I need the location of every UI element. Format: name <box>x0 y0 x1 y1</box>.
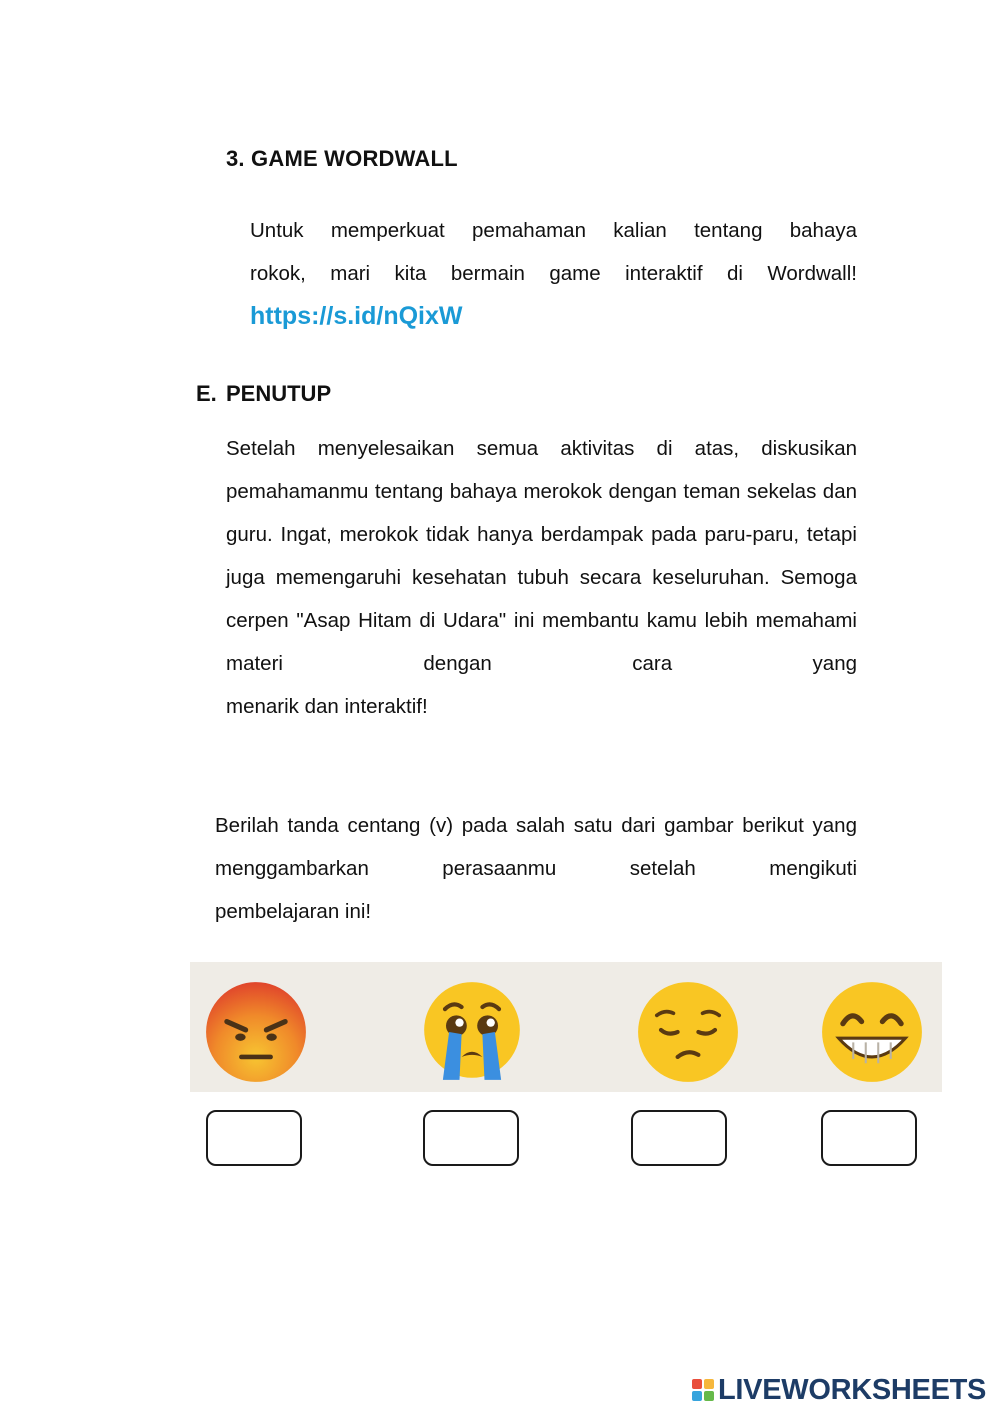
section-e-title: PENUTUP <box>226 381 332 406</box>
liveworksheets-logo-icon <box>692 1379 714 1401</box>
paragraph-line: sekelas dan guru. Ingat, merokok tidak hanya berdampak pada <box>226 480 857 546</box>
instruction-line: pembelajaran ini! <box>215 900 372 923</box>
paragraph-line: menarik dan interaktif! <box>226 695 428 718</box>
instruction-line: Berilah tanda centang (v) pada salah satu dari gambar berikut <box>215 814 804 837</box>
feedback-instruction <box>215 804 857 933</box>
answer-box-grinning[interactable] <box>821 1110 917 1166</box>
paragraph-line: Setelah menyelesaikan semua aktivitas di atas, diskusikan <box>226 437 857 460</box>
pensive-face-icon <box>636 980 740 1084</box>
wordwall-link[interactable]: https://s.id/nQixW <box>250 302 463 330</box>
answer-box-crying[interactable] <box>423 1110 519 1166</box>
instruction-line: yang menggambarkan perasaanmu setelah mengikuti <box>215 814 857 880</box>
paragraph-line: Untuk memperkuat pemahaman kalian tentang bahaya <box>250 219 857 242</box>
penutup-paragraph <box>226 427 857 728</box>
answer-box-pensive[interactable] <box>631 1110 727 1166</box>
section-3-paragraph <box>250 209 857 295</box>
liveworksheets-footer <box>692 1372 986 1408</box>
paragraph-line: membantu kamu lebih memahami materi dengan cara yang <box>226 609 857 675</box>
answer-box-angry[interactable] <box>206 1110 302 1166</box>
paragraph-line: pemahamanmu tentang bahaya merokok dengan teman <box>226 480 741 503</box>
angry-face-icon <box>204 980 308 1084</box>
emoji-strip <box>190 962 942 1092</box>
crying-face-icon <box>420 980 524 1084</box>
liveworksheets-brand: LIVEWORKSHEETS <box>718 1373 987 1406</box>
grinning-face-icon <box>820 980 924 1084</box>
section-e-letter: E. <box>196 381 217 406</box>
paragraph-line: keseluruhan. Semoga cerpen "Asap Hitam di Udara" ini <box>226 566 857 632</box>
paragraph-line: paru-paru, tetapi juga memengaruhi kesehatan tubuh secara <box>226 523 857 589</box>
paragraph-line: rokok, mari kita bermain game interaktif di Wordwall! <box>250 262 857 285</box>
section-3-heading: 3. GAME WORDWALL <box>226 146 458 171</box>
